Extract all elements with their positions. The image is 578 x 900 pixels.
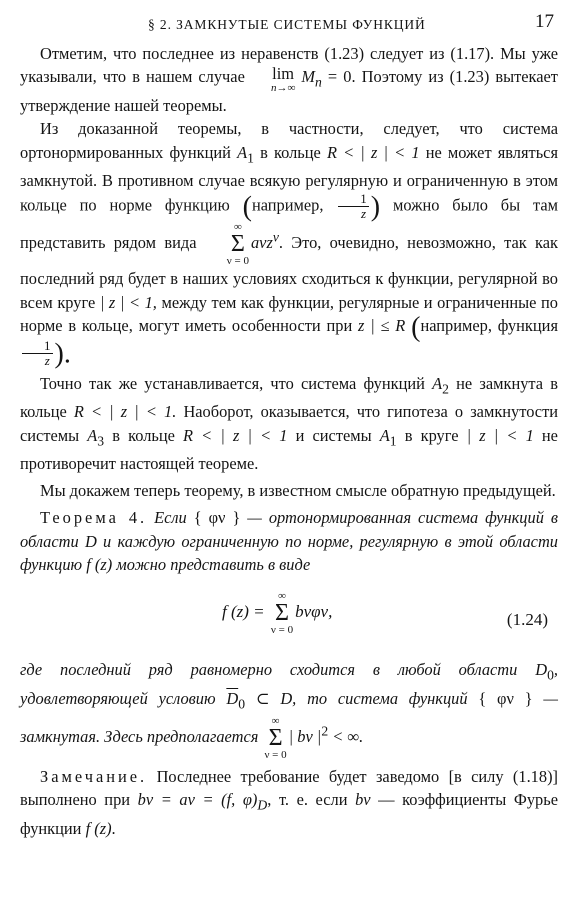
running-header [20, 12, 558, 38]
paren: ( [411, 311, 421, 343]
math-subscript: 3 [97, 432, 105, 448]
numerator: 1 [338, 192, 369, 207]
text: в кольце [112, 425, 175, 445]
paren: ) [370, 191, 381, 223]
text: — ортонормированная система функций в области [20, 508, 558, 551]
math-inequality: < ∞. [332, 726, 364, 746]
sum-upper: ∞ [278, 590, 286, 603]
text: где последний ряд равномерно сходится в любой области [20, 660, 518, 680]
text: и системы [295, 425, 372, 445]
theorem-label: Теорема 4. [40, 508, 148, 528]
math-superscript: 2 [321, 723, 329, 739]
sigma: Σ [268, 725, 283, 752]
math-subscript: 1 [247, 149, 254, 165]
text: , т. е. если [267, 790, 348, 810]
math-subscript: 0 [238, 695, 246, 711]
math-superscript: ν [272, 229, 279, 245]
sum-upper: ∞ [233, 221, 242, 234]
math-series: aνz [250, 233, 273, 253]
math-symbol: A [87, 425, 98, 445]
sum-operator [271, 590, 293, 636]
paren: ). [54, 338, 71, 370]
text: Наоборот, оказывается, что гипотеза о замкнутости системы [20, 402, 559, 445]
equation-number: (1.24) [506, 610, 548, 630]
sum-lower: ν = 0 [270, 624, 294, 637]
text: Если [154, 508, 187, 528]
math-inequality: | z | < 1, [99, 292, 157, 312]
paren: ( [242, 191, 252, 223]
math-closure: $\overline{D}$ [226, 688, 239, 708]
display-formula [20, 584, 558, 656]
lim-text: lim [272, 64, 295, 84]
text: не замкнута в кольце [20, 373, 558, 422]
text: . [111, 818, 116, 838]
sigma: Σ [230, 231, 245, 258]
formula-rhs: bνφν, [295, 602, 333, 621]
text: — коэффициенты Фурье функции [20, 790, 559, 838]
text: например, функция [420, 315, 558, 335]
math-symbol: D [535, 660, 548, 680]
math-symbol: M [301, 67, 316, 87]
denominator: z [361, 206, 367, 222]
math-inequality: z | ≤ R [358, 315, 406, 335]
math-symbol: A [379, 425, 390, 445]
sum-operator [207, 221, 249, 267]
remark-label: Замечание. [40, 767, 148, 787]
text: например, [251, 195, 324, 215]
math-subset: ⊂ D, [255, 688, 297, 708]
sum-lower: ν = 0 [264, 749, 287, 762]
remark [20, 765, 558, 840]
section-title: § 2. ЗАМКНУТЫЕ СИСТЕМЫ ФУНКЦИЙ [148, 17, 426, 32]
text: не может являться замкнутой. В противном случае всякую регулярную и ограниченную в этом кольце по норме функцию [20, 142, 558, 215]
text: Точно так же устанавливается, что система функций [40, 373, 425, 393]
text: между тем как функции, регулярные и ограниченные по норме в кольце, могут иметь особенности при [20, 292, 558, 335]
fraction [338, 192, 369, 221]
math-symbol: A [237, 142, 248, 162]
math-subscript: 0 [547, 667, 554, 683]
paragraph-1 [20, 42, 558, 117]
text: в кольце [260, 142, 321, 162]
text: можно было бы там представить рядом вида [20, 195, 558, 253]
math-function: f (z) [85, 818, 112, 838]
theorem-continuation [20, 658, 558, 761]
math-inequality: | z | < 1 [466, 425, 534, 445]
math-set: { φν } [478, 688, 533, 708]
math-symbol: A [432, 373, 443, 393]
text: то система функций [307, 688, 468, 708]
sum-lower: ν = 0 [226, 255, 249, 268]
text: не противоречит настоящей теореме. [20, 425, 558, 474]
math-subscript: 1 [389, 432, 397, 448]
page-body [20, 42, 558, 840]
text: и каждую ограниченную по норме, регулярную в этой области функцию [20, 531, 558, 574]
text: = 0. Поэтому из (1.23) вытекает утверждение нашей теоремы. [20, 67, 558, 116]
denominator: z [44, 352, 50, 368]
paragraph-4: Мы докажем теперь теорему, в известном смысле обратную предыдущей. [40, 481, 556, 501]
sum-upper: ∞ [271, 715, 280, 728]
math-symbol: D [84, 531, 97, 551]
page-number: 17 [535, 11, 554, 32]
text: , удовлетворяющей условию [20, 660, 558, 708]
text: Отметим, что последнее из неравенств (1.23) следует из (1.17). Мы уже указывали, что в нашем случае [20, 44, 558, 87]
sum-operator [264, 715, 286, 761]
text: в круге [404, 425, 459, 445]
text: Из доказанной теоремы, в частности, следует, что система ортонормированных функций [20, 119, 558, 162]
math-subscript: n [315, 74, 322, 90]
text: . Это, очевидно, невозможно, так как последний ряд будет в наших условиях сходиться к функции, регулярной во всем круге [20, 233, 558, 312]
lim-operator [251, 65, 295, 94]
math-equation: bν = aν = (f, φ) [137, 790, 258, 810]
text: можно представить в виде [116, 554, 311, 574]
sigma: Σ [275, 600, 289, 627]
fraction [22, 339, 53, 368]
theorem-4 [20, 506, 558, 576]
math-inequality: R < | z | < 1 [326, 142, 420, 162]
paragraph-2 [20, 117, 558, 368]
text: — замкнутая. Здесь предполагается [20, 688, 558, 746]
math-abs: | bν | [288, 726, 322, 746]
lim-subscript: n→∞ [270, 82, 296, 95]
math-inequality: R < | z | < 1 [183, 425, 288, 445]
text: Последнее требование будет заведомо [в силу (1.18)] выполнено при [20, 767, 558, 810]
formula-lhs: f (z) = [222, 602, 265, 621]
math-symbol: bν [355, 790, 371, 810]
math-subscript: 2 [442, 381, 449, 397]
math-inequality: R < | z | < 1. [73, 402, 177, 422]
math-set: { φν } [193, 508, 241, 528]
math-subscript: D [257, 797, 268, 813]
formula-expression [222, 590, 332, 636]
paragraph-3 [20, 372, 558, 475]
math-function: f (z) [86, 554, 113, 574]
numerator: 1 [22, 339, 53, 354]
